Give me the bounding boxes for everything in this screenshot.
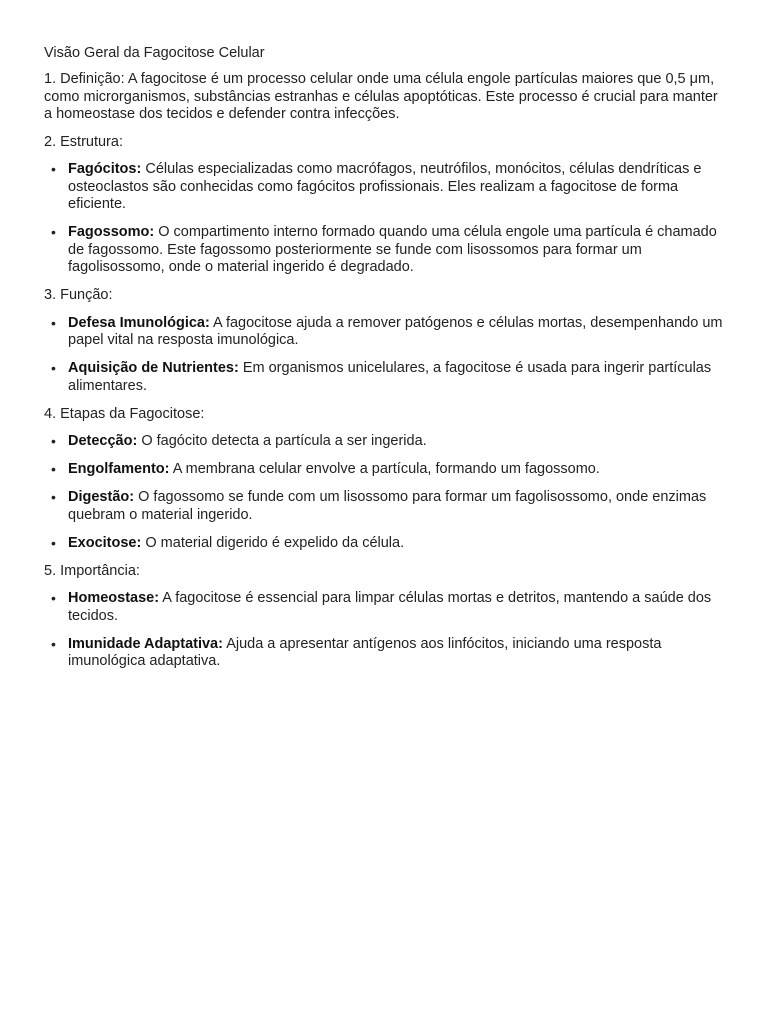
list-item-text: A fagocitose ajuda a remover patógenos e células mortas, desempenhando um papel vital na resposta imunológica. xyxy=(68,314,723,348)
list-item-text: Em organismos unicelulares, a fagocitose é usada para ingerir partículas alimentares. xyxy=(68,360,712,394)
list-item xyxy=(51,360,728,395)
list-item-term: Engolfamento: xyxy=(68,461,170,477)
list-item-text: A membrana celular envolve a partícula, formando um fagossomo. xyxy=(169,461,600,477)
bullet-icon: • xyxy=(51,635,56,652)
bullet-icon: • xyxy=(51,161,56,177)
list-item xyxy=(51,489,728,524)
list-item-term: Defesa Imunológica: xyxy=(68,314,210,331)
bullet-icon: • xyxy=(51,360,56,376)
list-item-text: O fagossomo se funde com um lisossomo para formar um fagolisossomo, onde enzimas quebram o material ingerido. xyxy=(68,489,707,523)
list-item-text: O material digerido é expelido da célula. xyxy=(141,534,405,551)
section-heading-function: 3. Função: xyxy=(44,287,113,303)
list-item-term: Exocitose: xyxy=(68,534,142,551)
stages-list xyxy=(44,433,728,552)
list-item xyxy=(51,461,728,479)
list-item-term: Digestão: xyxy=(68,489,135,505)
bullet-icon: • xyxy=(51,461,56,477)
list-item-term: Aquisição de Nutrientes: xyxy=(68,360,239,376)
list-item-term: Imunidade Adaptativa: xyxy=(68,635,223,652)
bullet-icon: • xyxy=(51,534,56,551)
bullet-icon: • xyxy=(51,314,56,331)
list-item xyxy=(51,224,728,277)
list-item-term: Homeostase: xyxy=(68,590,160,606)
bullet-icon: • xyxy=(51,489,56,505)
bullet-icon: • xyxy=(51,590,56,606)
definition-paragraph: 1. Definição: A fagocitose é um processo celular onde uma célula engole partículas maiores que 0,5 μm, como microrganismos, substâncias estranhas e células apoptóticas. Este processo é crucial para manter a homeostase dos tecidos e defender contra infecções. xyxy=(44,71,718,122)
importance-list xyxy=(44,590,728,671)
bullet-icon: • xyxy=(51,433,56,449)
section-heading-structure: 2. Estrutura: xyxy=(44,133,123,150)
list-item xyxy=(51,161,728,214)
list-item-text: Ajuda a apresentar antígenos aos linfócitos, iniciando uma resposta imunológica adaptativa. xyxy=(68,635,662,669)
list-item-text: O fagócito detecta a partícula a ser ingerida. xyxy=(137,433,427,449)
structure-list xyxy=(44,161,728,277)
bullet-icon: • xyxy=(51,224,56,240)
list-item-text: Células especializadas como macrófagos, neutrófilos, monócitos, células dendríticas e osteoclastos são conhecidas como fagócitos profissionais. Eles realizam a fagocitose de forma eficiente. xyxy=(68,161,702,212)
list-item-text: O compartimento interno formado quando uma célula engole uma partícula é chamado de fagossomo. Este fagossomo posteriormente se funde com lisossomos para formar um fagolisossomo, onde o material ingerido é degradado. xyxy=(68,224,717,275)
section-heading-importance: 5. Importância: xyxy=(44,562,140,579)
list-item xyxy=(51,314,728,350)
list-item xyxy=(51,590,728,625)
document-title: Visão Geral da Fagocitose Celular xyxy=(44,45,265,61)
list-item-term: Detecção: xyxy=(68,433,138,449)
section-heading-stages: 4. Etapas da Fagocitose: xyxy=(44,405,205,422)
list-item xyxy=(51,534,728,553)
function-list xyxy=(44,315,728,396)
list-item-text: A fagocitose é essencial para limpar células mortas e detritos, mantendo a saúde dos tecidos. xyxy=(68,590,712,624)
list-item xyxy=(51,635,728,671)
list-item-term: Fagócitos: xyxy=(68,161,142,177)
list-item-term: Fagossomo: xyxy=(68,224,155,240)
list-item xyxy=(51,433,728,451)
